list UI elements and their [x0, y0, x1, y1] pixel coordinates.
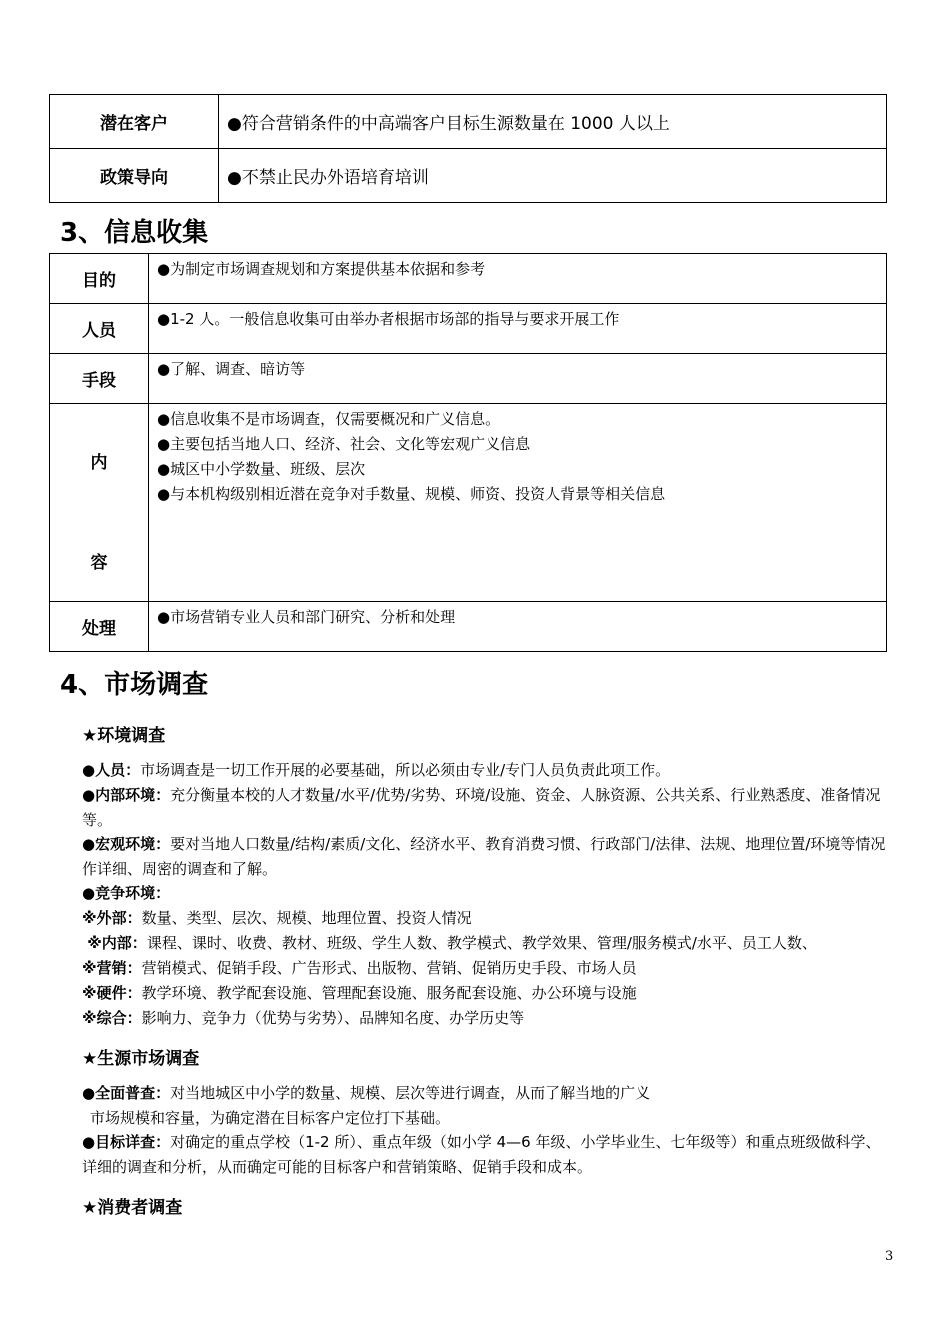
table-row: [50, 254, 887, 304]
table-row: [50, 95, 887, 149]
subsection-title: ★消费者调查: [82, 1198, 183, 1218]
info-collection-table: [49, 253, 887, 652]
market-table: [49, 94, 887, 203]
row-label: 人员: [50, 304, 149, 354]
label-bottom-char: 容: [90, 553, 108, 573]
table-row: [50, 404, 887, 602]
paragraph: ●人员：市场调查是一切工作开展的必要基础，所以必须由专业/专门人员负责此项工作。: [82, 761, 671, 779]
paragraph: ●目标详查：对确定的重点学校（1-2 所）、重点年级（如小学 4—6 年级、小学毕业生、七年级等）和重点班级做科学、详细的调查和分析，从而确定可能的目标客户和营销策略、促销手段和成本。: [82, 1133, 881, 1176]
page-number: 3: [885, 1249, 894, 1264]
row-value: ●不禁止民办外语培育培训: [219, 149, 887, 203]
table-row: [50, 602, 887, 652]
table-row: [50, 149, 887, 203]
row-label: [50, 404, 149, 602]
row-line: ●了解、调查、暗访等: [157, 360, 306, 378]
table-row: [50, 354, 887, 404]
paragraph: ●内部环境：充分衡量本校的人才数量/水平/优势/劣势、环境/设施、资金、人脉资源、公共关系、行业熟悉度、准备情况等。: [82, 786, 881, 829]
section-heading: 4、市场调查: [60, 670, 209, 700]
paragraph: ※外部：数量、类型、层次、规模、地理位置、投资人情况: [82, 909, 472, 927]
paragraph: ※综合：影响力、竞争力（优势与劣势）、品牌知名度、办学历史等: [82, 1009, 525, 1027]
paragraph: ●宏观环境：要对当地人口数量/结构/素质/文化、经济水平、教育消费习惯、行政部门/法律、法规、地理位置/环境等情况作详细、周密的调查和了解。: [82, 835, 886, 878]
row-line: ●信息收集不是市场调查，仅需要概况和广义信息。: [157, 410, 501, 428]
row-line: ●市场营销专业人员和部门研究、分析和处理: [157, 608, 456, 626]
subsection-title: ★生源市场调查: [82, 1049, 200, 1069]
paragraph: ※营销：营销模式、促销手段、广告形式、出版物、营销、促销历史手段、市场人员: [82, 959, 637, 977]
row-line: ●为制定市场调查规划和方案提供基本依据和参考: [157, 260, 486, 278]
row-line: ●城区中小学数量、班级、层次: [157, 460, 366, 478]
table-row: [50, 304, 887, 354]
paragraph: ●全面普查：对当地城区中小学的数量、规模、层次等进行调查，从而了解当地的广义 市场规模和容量，为确定潜在目标客户定位打下基础。: [82, 1084, 651, 1127]
row-label: 政策导向: [50, 149, 219, 203]
row-label: 潜在客户: [50, 95, 219, 149]
paragraph: ※内部：课程、课时、收费、教材、班级、学生人数、教学模式、教学效果、管理/服务模式/水平、员工人数、: [82, 934, 817, 952]
subsection-title: ★环境调查: [82, 726, 166, 746]
row-label: 手段: [50, 354, 149, 404]
row-line: ●1-2 人。一般信息收集可由举办者根据市场部的指导与要求开展工作: [157, 310, 620, 328]
section-heading: 3、信息收集: [60, 218, 209, 248]
paragraph: ※硬件：教学环境、教学配套设施、管理配套设施、服务配套设施、办公环境与设施: [82, 984, 637, 1002]
row-label: 处理: [50, 602, 149, 652]
row-line: ●主要包括当地人口、经济、社会、文化等宏观广义信息: [157, 435, 531, 453]
label-top-char: 内: [90, 453, 108, 473]
paragraph: ●竞争环境：: [82, 884, 171, 902]
row-value: ●符合营销条件的中高端客户目标生源数量在 1000 人以上: [219, 95, 887, 149]
row-label: 目的: [50, 254, 149, 304]
row-line: ●与本机构级别相近潜在竞争对手数量、规模、师资、投资人背景等相关信息: [157, 485, 666, 503]
